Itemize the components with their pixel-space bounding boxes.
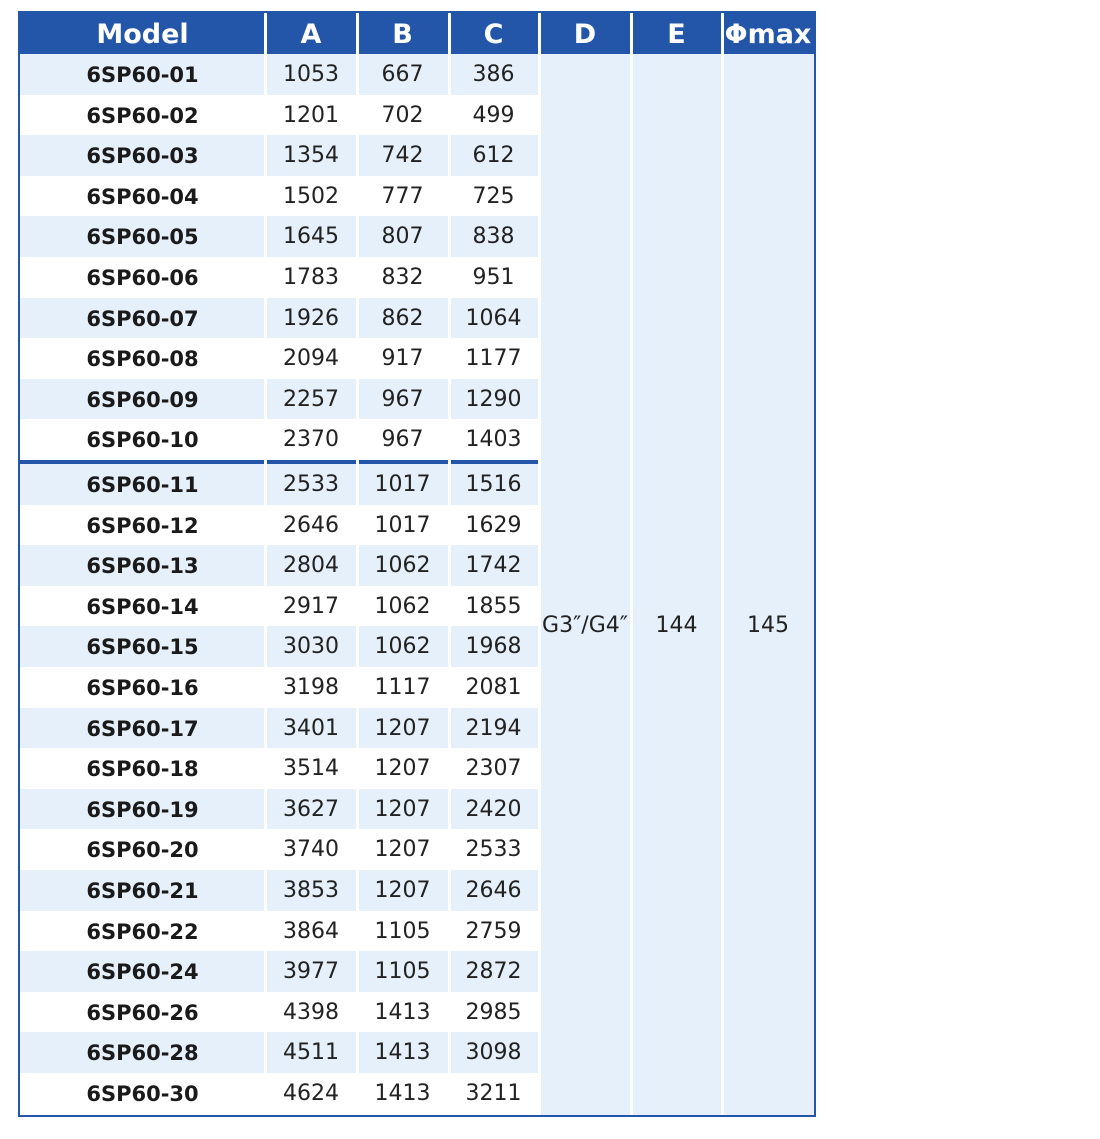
a-cell: 4398	[283, 999, 339, 1025]
model-cell: 6SP60-16	[86, 676, 199, 700]
table-row	[20, 708, 539, 749]
model-cell: 6SP60-11	[86, 473, 199, 497]
a-cell: 2917	[283, 593, 339, 619]
b-cell: 1413	[374, 999, 431, 1025]
a-cell: 3853	[283, 878, 339, 903]
model-cell: 6SP60-02	[86, 103, 199, 128]
b-cell: 1062	[374, 593, 431, 619]
c-cell: 1968	[465, 634, 522, 660]
header-c: C	[483, 19, 504, 50]
a-cell: 3030	[283, 634, 339, 660]
model-cell: 6SP60-28	[86, 1041, 199, 1066]
table-row	[20, 54, 539, 95]
a-cell: 2370	[283, 427, 339, 453]
c-cell: 2081	[465, 675, 522, 700]
model-cell: 6SP60-15	[86, 635, 199, 660]
table-row	[20, 135, 539, 176]
b-cell: 702	[381, 102, 424, 128]
c-cell: 1742	[465, 553, 522, 579]
c-cell: 1516	[465, 472, 522, 497]
model-cell: 6SP60-05	[86, 225, 199, 250]
model-cell: 6SP60-20	[86, 838, 199, 863]
table-row	[20, 176, 539, 217]
c-cell: 3098	[465, 1040, 522, 1066]
table-row	[20, 748, 539, 789]
b-cell: 1207	[374, 796, 431, 822]
c-cell: 2759	[465, 918, 522, 944]
c-cell: 499	[472, 102, 515, 128]
table-row	[20, 1073, 539, 1114]
b-cell: 742	[381, 143, 424, 169]
header-e: E	[667, 19, 686, 50]
table-row	[20, 545, 539, 586]
table-row	[20, 379, 539, 420]
b-cell: 1207	[374, 756, 431, 782]
model-cell: 6SP60-30	[86, 1082, 199, 1106]
c-cell: 2307	[465, 756, 522, 782]
b-cell: 967	[381, 386, 424, 412]
a-cell: 3740	[283, 837, 339, 863]
column-separator	[448, 13, 451, 1115]
b-cell: 1207	[374, 837, 431, 863]
table-row	[20, 626, 539, 667]
table-row	[20, 586, 539, 627]
e-value: 144	[655, 613, 698, 638]
column-separator	[356, 13, 359, 1115]
column-separator	[721, 13, 724, 1115]
b-cell: 917	[381, 346, 424, 372]
a-cell: 2646	[283, 512, 339, 538]
c-cell: 612	[472, 143, 515, 169]
table-row	[20, 1032, 539, 1073]
a-cell: 2257	[283, 386, 339, 412]
a-cell: 3198	[283, 675, 339, 700]
group-divider	[20, 460, 539, 464]
header-phimax: Φmax	[724, 19, 812, 50]
table-row	[20, 419, 539, 460]
a-cell: 3977	[283, 959, 339, 985]
c-cell: 3211	[465, 1081, 522, 1106]
a-cell: 2533	[283, 472, 339, 497]
model-cell: 6SP60-06	[86, 266, 199, 290]
column-separator	[630, 13, 633, 1115]
a-cell: 1645	[283, 224, 339, 250]
b-cell: 1207	[374, 878, 431, 903]
b-cell: 1062	[374, 634, 431, 660]
a-cell: 4511	[283, 1040, 339, 1066]
c-cell: 1629	[465, 512, 522, 538]
c-cell: 1177	[465, 346, 522, 372]
table-row	[20, 667, 539, 708]
model-cell: 6SP60-18	[86, 757, 199, 782]
model-cell: 6SP60-08	[86, 347, 199, 372]
model-cell: 6SP60-26	[86, 1000, 199, 1025]
b-cell: 1017	[374, 472, 431, 497]
table-row	[20, 789, 539, 830]
b-cell: 1413	[374, 1040, 431, 1066]
model-cell: 6SP60-09	[86, 387, 199, 412]
model-cell: 6SP60-24	[86, 960, 199, 985]
column-separator	[264, 13, 267, 1115]
table-row	[20, 829, 539, 870]
a-cell: 3401	[283, 715, 339, 741]
c-cell: 2646	[465, 878, 522, 903]
header-d: D	[573, 19, 597, 50]
model-cell: 6SP60-04	[86, 184, 199, 209]
b-cell: 1105	[374, 959, 431, 985]
table-header-row	[20, 13, 814, 54]
table-row	[20, 216, 539, 257]
c-cell: 386	[472, 62, 515, 87]
column-d-merged	[539, 54, 631, 1115]
column-e-merged	[631, 54, 722, 1115]
b-cell: 1017	[374, 512, 431, 538]
b-cell: 807	[381, 224, 424, 250]
c-cell: 2985	[465, 999, 522, 1025]
model-cell: 6SP60-03	[86, 144, 199, 169]
column-phimax-merged	[722, 54, 814, 1115]
c-cell: 1064	[465, 305, 522, 331]
model-cell: 6SP60-13	[86, 554, 199, 579]
a-cell: 3864	[283, 918, 339, 944]
c-cell: 1403	[465, 427, 522, 453]
b-cell: 967	[381, 427, 424, 453]
c-cell: 838	[472, 224, 515, 250]
table-row	[20, 257, 539, 298]
dimensions-table	[18, 11, 816, 1117]
model-cell: 6SP60-14	[86, 594, 199, 619]
a-cell: 3627	[283, 796, 339, 822]
model-cell: 6SP60-10	[86, 428, 199, 453]
a-cell: 2094	[283, 346, 339, 372]
table-row	[20, 505, 539, 546]
a-cell: 3514	[283, 756, 339, 782]
c-cell: 1855	[465, 593, 522, 619]
c-cell: 951	[472, 265, 515, 290]
c-cell: 725	[472, 183, 515, 209]
model-cell: 6SP60-12	[86, 513, 199, 538]
b-cell: 862	[381, 305, 424, 331]
a-cell: 1502	[283, 183, 339, 209]
d-value: G3″/G4″	[542, 613, 628, 638]
c-cell: 2872	[465, 959, 522, 985]
model-cell: 6SP60-21	[86, 879, 199, 903]
header-model: Model	[96, 19, 189, 50]
table-row	[20, 992, 539, 1033]
a-cell: 4624	[283, 1081, 339, 1106]
table-row	[20, 95, 539, 136]
table-row	[20, 464, 539, 505]
header-b: B	[392, 19, 413, 50]
a-cell: 1354	[283, 143, 339, 169]
b-cell: 832	[381, 265, 424, 290]
b-cell: 777	[381, 183, 424, 209]
table-row	[20, 338, 539, 379]
table-row	[20, 298, 539, 339]
b-cell: 1413	[374, 1081, 431, 1106]
a-cell: 1201	[283, 102, 339, 128]
header-a: A	[300, 19, 322, 50]
model-cell: 6SP60-17	[86, 716, 199, 741]
b-cell: 667	[381, 62, 424, 87]
table-row	[20, 870, 539, 911]
c-cell: 2420	[465, 796, 522, 822]
a-cell: 1783	[283, 265, 339, 290]
c-cell: 2194	[465, 715, 522, 741]
model-cell: 6SP60-07	[86, 306, 199, 331]
table-row	[20, 951, 539, 992]
model-cell: 6SP60-01	[86, 63, 199, 87]
b-cell: 1062	[374, 553, 431, 579]
c-cell: 1290	[465, 386, 522, 412]
b-cell: 1207	[374, 715, 431, 741]
table-row	[20, 911, 539, 952]
phimax-value: 145	[747, 613, 789, 638]
model-cell: 6SP60-22	[86, 919, 199, 944]
model-cell: 6SP60-19	[86, 797, 199, 822]
a-cell: 1053	[283, 62, 339, 87]
a-cell: 2804	[283, 553, 339, 579]
b-cell: 1117	[374, 675, 431, 700]
c-cell: 2533	[465, 837, 522, 863]
a-cell: 1926	[283, 305, 339, 331]
b-cell: 1105	[374, 918, 431, 944]
column-separator	[538, 13, 541, 1115]
